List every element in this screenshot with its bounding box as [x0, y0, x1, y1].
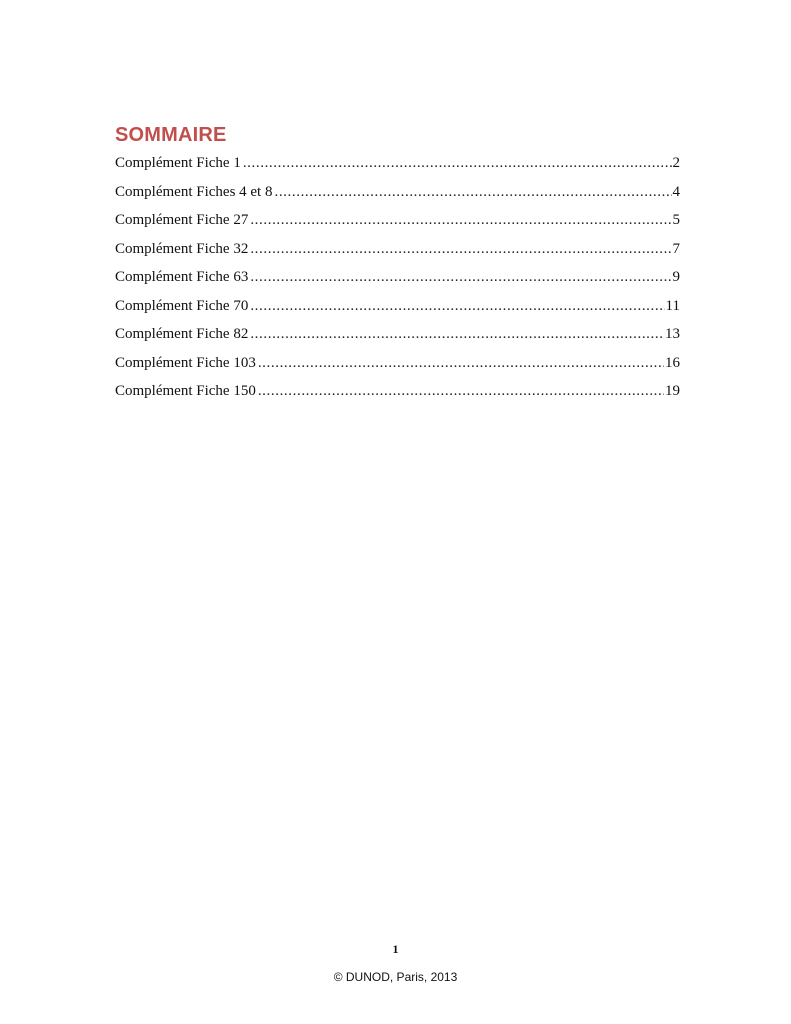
toc-entry-label: Complément Fiche 82 — [115, 326, 249, 342]
toc-entry[interactable] — [115, 210, 680, 239]
toc-entry-page: 9 — [672, 269, 680, 285]
toc-leader-dots — [250, 239, 671, 259]
toc-entry-page: 7 — [672, 240, 680, 257]
toc-entry-label: Complément Fiche 103 — [115, 354, 256, 371]
page-title: SOMMAIRE — [115, 124, 227, 146]
toc-entry-label: Complément Fiche 1 — [115, 155, 241, 171]
toc-entry[interactable] — [115, 267, 680, 296]
page-number: 1 — [392, 942, 399, 956]
toc-leader-dots — [250, 267, 671, 287]
toc-entry-page: 16 — [665, 354, 680, 371]
toc-leader-dots — [250, 210, 671, 230]
toc-entry-label: Complément Fiche 27 — [115, 212, 249, 228]
toc-leader-dots — [250, 296, 664, 316]
toc-entry[interactable] — [115, 296, 680, 325]
toc-entry-page: 4 — [672, 183, 680, 200]
toc-entry-page: 13 — [665, 326, 680, 342]
toc-entry[interactable] — [115, 239, 680, 268]
toc-entry-label: Complément Fiche 63 — [115, 269, 249, 285]
toc-entry-page: 2 — [672, 155, 680, 171]
toc-entry-label: Complément Fiche 32 — [115, 240, 249, 257]
toc-entry[interactable] — [115, 153, 680, 182]
toc-entry-page: 11 — [665, 297, 680, 314]
toc-entry-label: Complément Fiche 150 — [115, 383, 256, 399]
toc-leader-dots — [258, 353, 664, 373]
toc-entry[interactable] — [115, 381, 680, 410]
toc-entry[interactable] — [115, 324, 680, 353]
toc-leader-dots — [258, 381, 664, 401]
toc-entry[interactable] — [115, 353, 680, 382]
toc-entry-label: Complément Fiches 4 et 8 — [115, 183, 273, 200]
table-of-contents — [115, 153, 680, 410]
copyright-notice: © DUNOD, Paris, 2013 — [333, 970, 458, 984]
toc-entry-page: 5 — [672, 212, 680, 228]
toc-entry-page: 19 — [665, 383, 680, 399]
toc-entry[interactable] — [115, 182, 680, 211]
toc-leader-dots — [250, 324, 664, 344]
toc-leader-dots — [274, 182, 671, 202]
toc-leader-dots — [243, 153, 672, 173]
toc-entry-label: Complément Fiche 70 — [115, 297, 249, 314]
